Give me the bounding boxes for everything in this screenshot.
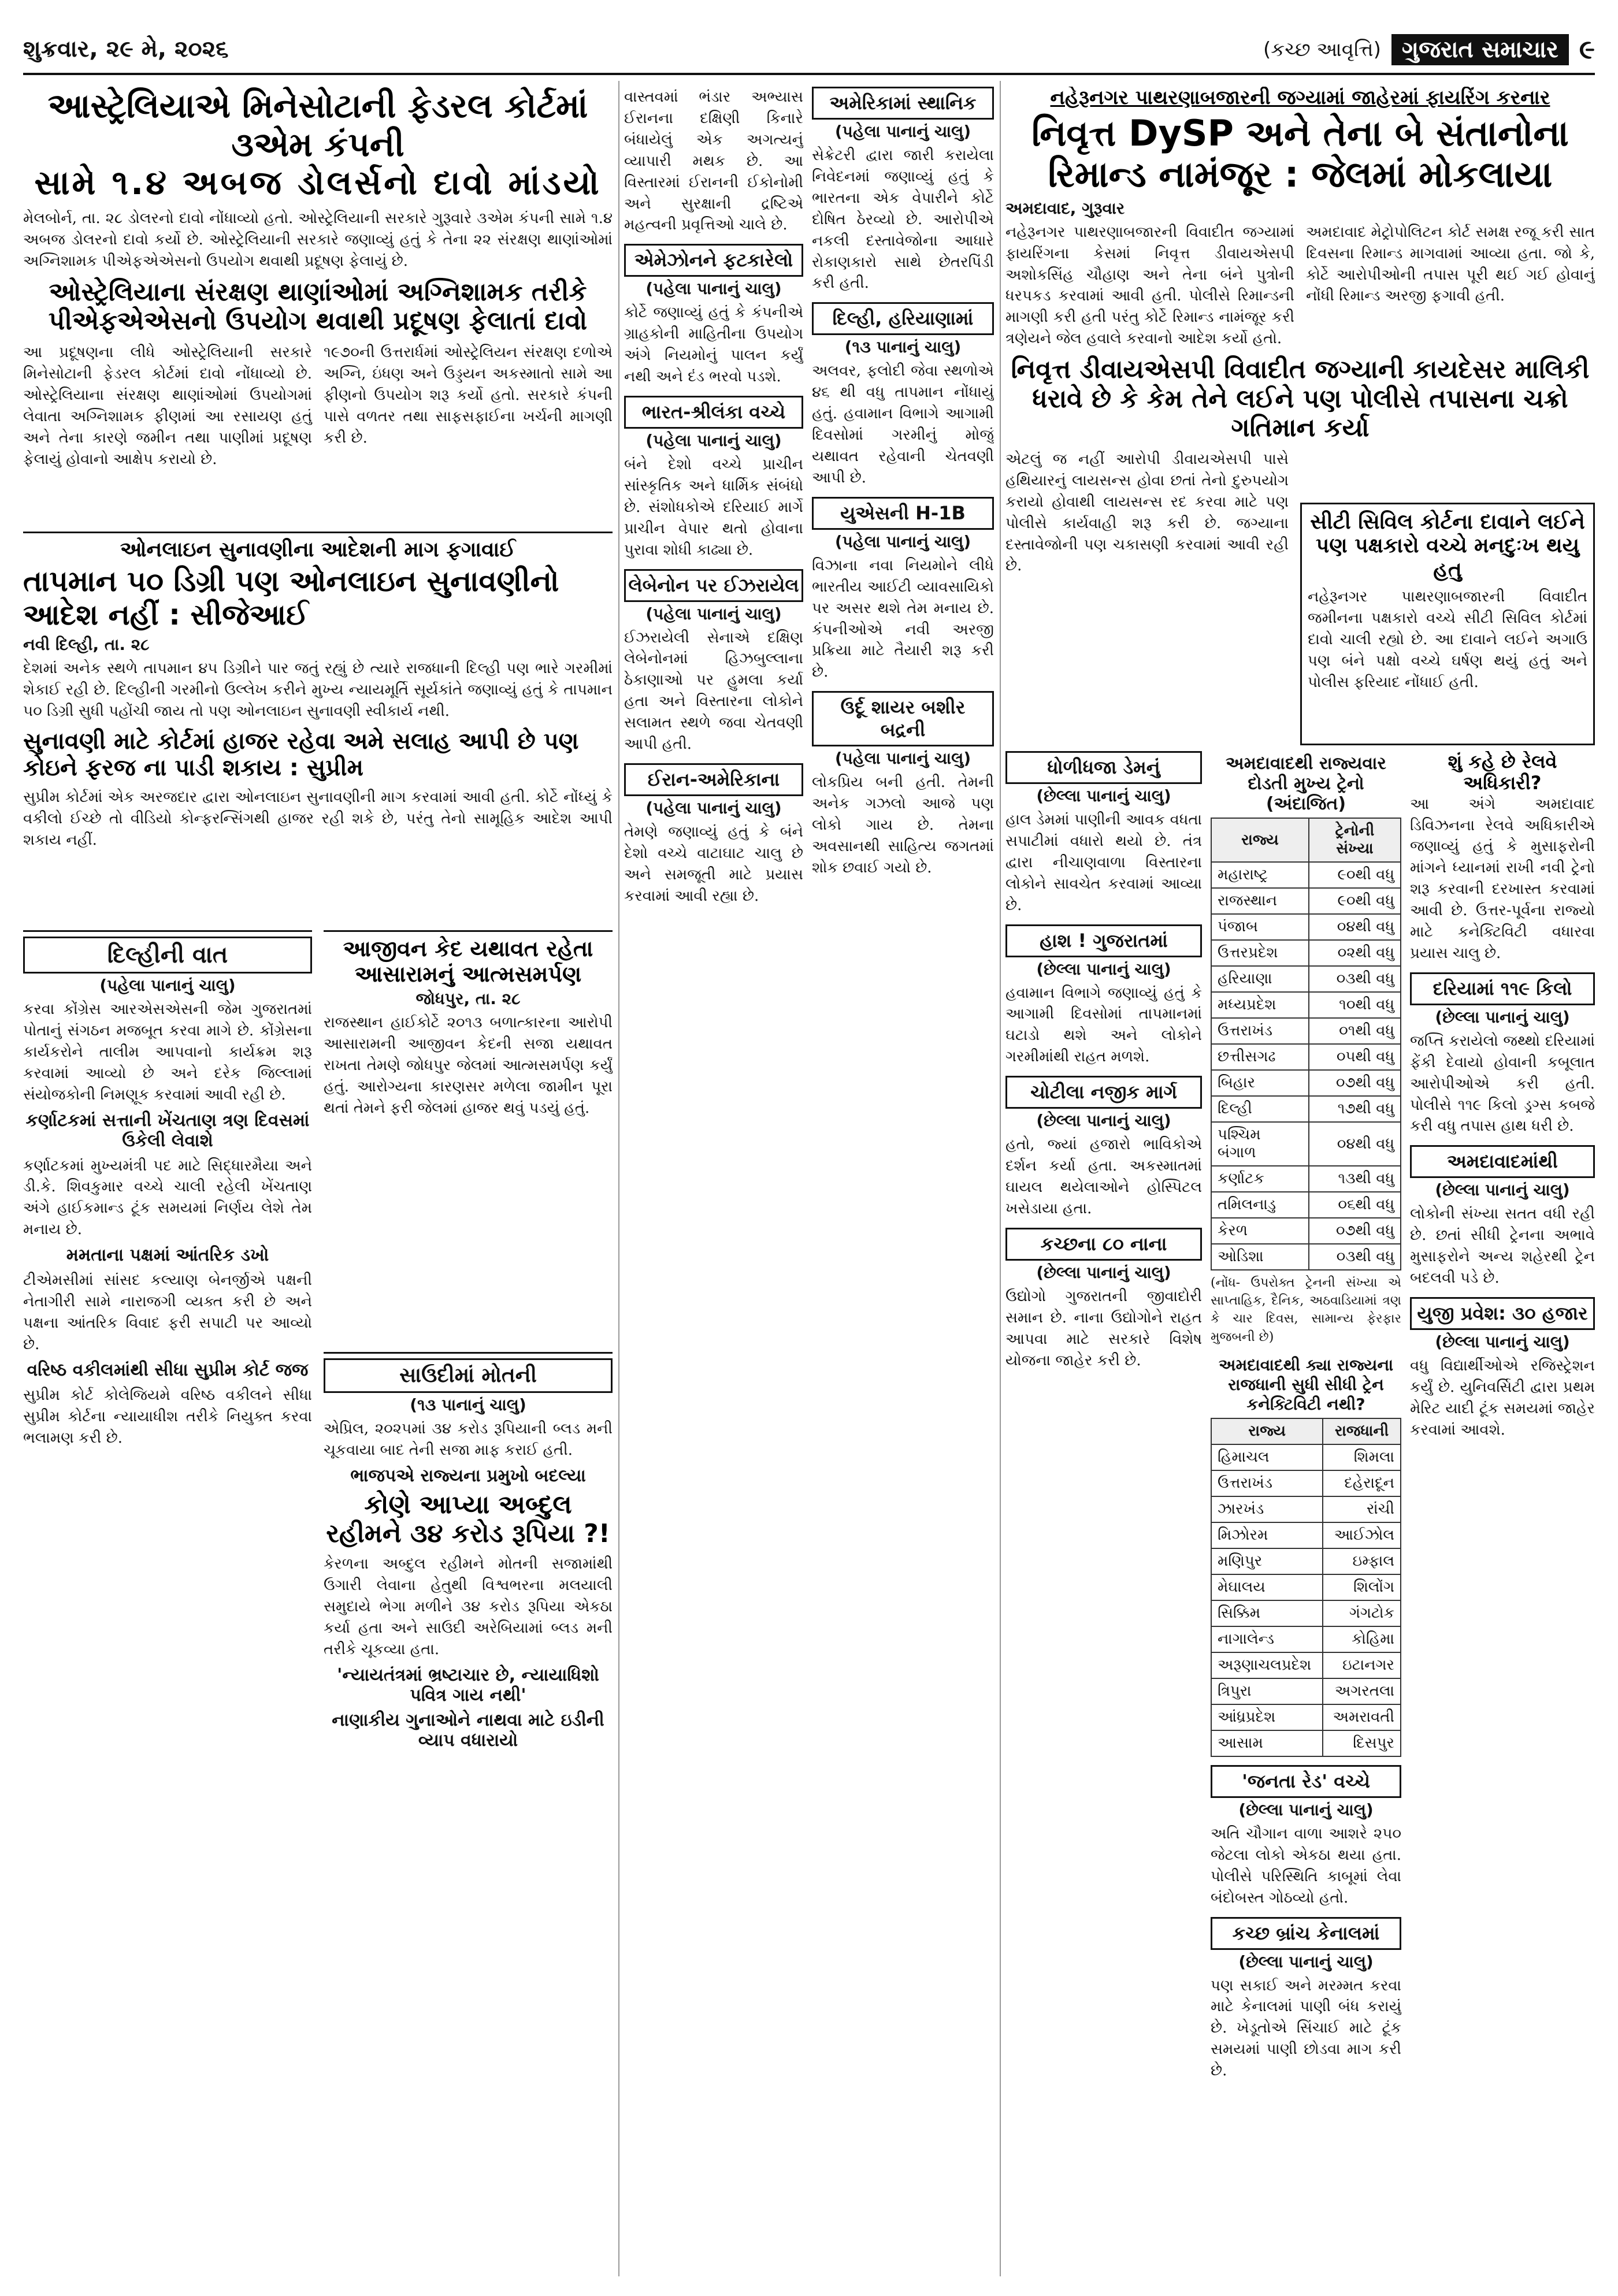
body-haash: હવામાન વિભાગે જણાવ્યું હતું કે આગામી દિવસોમાં તાપમાનમાં ઘટાડો થશે અને લોકોને ગરમીમાંથી રાહત મળશે. xyxy=(1005,984,1202,1066)
table-cell-value: ૦૨થી વધુ xyxy=(1309,940,1401,966)
headline-abdul-rahim: કોણે આપ્યા અબ્દુલ રહીમને ૩૪ કરોડ રૂપિયા ?! xyxy=(326,1489,610,1549)
kicker-online: ઓનલાઇન સુનાવણીના આદેશની માગ ફગાવાઈ xyxy=(120,538,516,562)
cont-yuji: (છેલ્લા પાનાનું ચાલુ) xyxy=(1435,1332,1570,1351)
table-cell-state: આસામ xyxy=(1211,1730,1323,1756)
cont-bharat: (પહેલા પાનાનું ચાલુ) xyxy=(645,430,782,450)
table-cell-value: ૦૪થી વધુ xyxy=(1309,914,1401,940)
table-cell-value: ૧૩થી વધુ xyxy=(1309,1166,1401,1192)
table-row xyxy=(1211,1244,1401,1270)
title-delhi-haryana: દિલ્હી, હરિયાણામાં xyxy=(812,302,994,335)
title-amdavad: અમદાવાદમાંથી xyxy=(1410,1145,1595,1178)
title-bharat-srilanka: ભારત-શ્રીલંકા વચ્ચે xyxy=(624,396,803,429)
column-5 xyxy=(1005,751,1202,2276)
table-row xyxy=(1211,888,1401,914)
table-cell-value: ૦૧થી વધુ xyxy=(1309,1018,1401,1044)
table-cell-value: શિમલા xyxy=(1323,1444,1401,1470)
page-number: ૯ xyxy=(1579,34,1595,65)
table-cell-state: ઉત્તરાખંડ xyxy=(1211,1018,1309,1044)
table-row xyxy=(1211,1444,1401,1470)
cross-judiciary: 'ન્યાયતંત્રમાં ભ્રષ્ટાચાર છે, ન્યાયાધિશો પવિત્ર ગાય નથી' xyxy=(337,1665,599,1706)
cont-lebanon: (પહેલા પાનાનું ચાલુ) xyxy=(645,604,782,623)
cont-canal: (છેલ્લા પાનાનું ચાલુ) xyxy=(1238,1952,1374,1971)
table-cell-value: ૦૭થી વધુ xyxy=(1309,1070,1401,1096)
cross-ed: નાણાકીય ગુનાઓને નાથવા માટે ઇડીની વ્યાપ વધારાયો xyxy=(332,1710,604,1751)
table-cell-value: ૧૦થી વધુ xyxy=(1309,992,1401,1018)
table-cell-state: દિલ્હી xyxy=(1211,1096,1309,1122)
table-row xyxy=(1211,1044,1401,1070)
cont-urdu: (પહેલા પાનાનું ચાલુ) xyxy=(834,749,971,768)
body-janta: અતિ ચૌગાન વાળા આશરે ૨૫૦ જેટલા લોકો એકઠા થયા હતા. પોલીસે પરિસ્થિતિ કાબૂમાં લેવા બંદોબસ્ત ગોઠવ્યો હતો. xyxy=(1211,1825,1401,1907)
table-cell-state: મેઘાલય xyxy=(1211,1574,1323,1600)
table-cell-state: નાગાલેન્ડ xyxy=(1211,1626,1323,1652)
column-3 xyxy=(624,87,803,2276)
body-delhi-vaat: કરવા કોંગ્રેસ આરએસએસની જેમ ગુજરાતમાં પોતાનું સંગઠન મજબૂત કરવા માગે છે. કોંગ્રેસના કાર્યકરોને તાલીમ આપવાનો કાર્યક્રમ શરૂ કરવામાં આવ્યો છે અને દરેક જિલ્લામાં સંયોજકોની નિમણૂક કરવામાં આવી રહી છે. xyxy=(23,1001,312,1104)
table-cell-state: ત્રિપુરા xyxy=(1211,1678,1323,1704)
table-header: રાજધાની xyxy=(1323,1418,1401,1444)
column-rule xyxy=(1000,81,1001,2276)
table-cell-value: શિલોંગ xyxy=(1323,1574,1401,1600)
table-row xyxy=(1211,1522,1401,1548)
cont-saudi: (૧૩ પાનાનું ચાલુ) xyxy=(410,1395,526,1414)
body-kutch: ઉદ્યોગો ગુજરાતની જીવાદોરી સમાન છે. નાના ઉદ્યોગોને રાહત આપવા માટે સરકારે વિશેષ યોજના જાહેર કરી છે. xyxy=(1005,1287,1202,1369)
title-iran-america: ઈરાન-અમેરિકાના xyxy=(624,763,803,796)
title-yuji: યુજી પ્રવેશ: ૩૦ હજાર xyxy=(1410,1297,1595,1330)
table-cell-state: મહારાષ્ટ્ર xyxy=(1211,862,1309,888)
story-australia xyxy=(23,87,613,526)
cont-janta: (છેલ્લા પાનાનું ચાલુ) xyxy=(1238,1800,1374,1819)
body-chotila: હતો, જ્યાં હજારો ભાવિકોએ દર્શન કર્યા હતા. અકસ્માતમાં ઘાયલ થયેલાઓને હોસ્પિટલ ખસેડાયા હતા. xyxy=(1005,1136,1202,1217)
table-row xyxy=(1211,1600,1401,1626)
table-cell-state: ઝારખંડ xyxy=(1211,1496,1323,1522)
cont-amazon: (પહેલા પાનાનું ચાલુ) xyxy=(645,279,782,299)
story-saudi xyxy=(324,1352,613,2276)
table-cell-state: તમિલનાડુ xyxy=(1211,1192,1309,1218)
title-dholi-dam: ધોળીધજા ડેમનું xyxy=(1005,751,1202,784)
story-aajivan xyxy=(324,930,613,1346)
col3-top: વાસ્તવમાં ભંડાર અભ્યાસ ઈરાનના દક્ષિણી કિનારે બંધાયેલું એક અગત્યનું વ્યાપારી મથક છે. આ વિસ્તારમાં ઈરાનની ઈકોનોમી અને સુરક્ષાની દ્રષ્ટિએ મહત્વની પ્રવૃત્તિઓ ચાલે છે. xyxy=(624,88,803,234)
table-row xyxy=(1211,1548,1401,1574)
table-cell-state: અરૂણાચલપ્રદેશ xyxy=(1211,1652,1323,1678)
table-row xyxy=(1211,1574,1401,1600)
cont-iran: (પહેલા પાનાનું ચાલુ) xyxy=(645,798,782,818)
body-america: સેક્રેટરી દ્વારા જારી કરાયેલા નિવેદનમાં જણાવ્યું હતું કે ભારતના એક વેપારીને કોર્ટે દોષિત ઠેરવ્યો છે. આરોપીએ નકલી દસ્તાવેજોના આધારે રોકાણકારો સાથે છેતરપિંડી કરી હતી. xyxy=(812,147,994,292)
headline-online: તાપમાન ૫૦ ડિગ્રી પણ ઓનલાઇન સુનાવણીનો આદેશ નહીં : સીજેઆઈ xyxy=(23,564,559,631)
edition-label: (કચ્છ આવૃત્તિ) xyxy=(1263,38,1381,61)
table-row xyxy=(1211,1652,1401,1678)
headline-australia-2: સામે ૧.૪ અબજ ડોલર્સનો દાવો માંડયો xyxy=(34,163,602,203)
body-h1b: વિઝાના નવા નિયમોને લીધે ભારતીય આઈટી વ્યાવસાયિકો પર અસર થશે તેમ મનાય છે. કંપનીઓએ નવી અરજી પ્રક્રિયા માટે તૈયારી શરૂ કરી છે. xyxy=(812,556,994,681)
table-cell-state: મિઝોરમ xyxy=(1211,1522,1323,1548)
body-lebanon: ઈઝરાયેલી સેનાએ દક્ષિણ લેબેનોનમાં હિઝબુલ્લાના ઠેકાણાઓ પર હુમલા કર્યા હતા અને વિસ્તારના લોકોને સલામત સ્થળે જવા ચેતવણી આપી હતી. xyxy=(624,629,803,753)
body-dariya: જપ્તિ કરાયેલો જથ્થો દરિયામાં ફેંકી દેવાયો હોવાની કબૂલાત આરોપીઓએ કરી હતી. પોલીસે ૧૧૯ કિલો ડ્રગ્સ કબજે કરી વધુ તપાસ હાથ ધરી છે. xyxy=(1410,1032,1595,1135)
table-cell-state: આંધ્રપ્રદેશ xyxy=(1211,1704,1323,1730)
kicker-bjp: ભાજપએ રાજ્યના પ્રમુખો બદલ્યા xyxy=(350,1465,586,1486)
headline-dysp: નિવૃત્ત DySP અને તેના બે સંતાનોના રિમાન્ડ નામંજૂર : જેલમાં મોકલાયા xyxy=(1031,112,1569,196)
cont-kutch: (છેલ્લા પાનાનું ચાલુ) xyxy=(1036,1262,1171,1282)
body-urdu: લોકપ્રિય બની હતી. તેમની અનેક ગઝલો આજે પણ લોકો ગાય છે. તેમના અવસાનથી સાહિત્ય જગતમાં શોક છવાઈ ગયો છે. xyxy=(812,774,994,876)
cont-delhi: (૧૩ પાનાનું ચાલુ) xyxy=(844,337,962,357)
table-cell-value: ૯૦થી વધુ xyxy=(1309,862,1401,888)
table-row xyxy=(1211,1096,1401,1122)
dateline-dysp: અમદાવાદ, ગુરૂવાર xyxy=(1005,198,1125,218)
column-6 xyxy=(1211,751,1401,2276)
table-cell-value: ૦૭થી વધુ xyxy=(1309,1218,1401,1244)
headline-city-civil: સીટી સિવિલ કોર્ટના દાવાને લઈને પણ પક્ષકારો વચ્ચે મનદુઃખ થયુ હતુ xyxy=(1310,510,1585,582)
table-cell-state: છત્તીસગઢ xyxy=(1211,1044,1309,1070)
body-city-civil: નહેરૂનગર પાથરણાબજારની વિવાદીત જમીનના પક્ષકારો વચ્ચે સીટી સિવિલ કોર્ટમાં દાવો ચાલી રહ્યો છે. આ દાવાને લઈને અગાઉ પણ બંને પક્ષો વચ્ચે ઘર્ષણ થયું હતું અને પોલીસ ફરિયાદ નોંધાઈ હતી. xyxy=(1308,588,1587,691)
masthead-right xyxy=(1263,34,1595,66)
table-cell-value: ૦૩થી વધુ xyxy=(1309,1244,1401,1270)
title-dariya: દરિયામાં ૧૧૯ કિલો xyxy=(1410,972,1595,1005)
body-dholi: હાલ ડેમમાં પાણીની આવક વધતા સપાટીમાં વધારો થયો છે. તંત્ર દ્વારા નીચાણવાળા વિસ્તારના લોકોને સાવચેત કરવામાં આવ્યા છે. xyxy=(1005,811,1202,914)
table-header: રાજ્ય xyxy=(1211,1418,1323,1444)
table-cell-value: ગંગટોક xyxy=(1323,1600,1401,1626)
table-row xyxy=(1211,1166,1401,1192)
body-saudi: એપ્રિલ, ૨૦૨૫માં ૩૪ કરોડ રૂપિયાની બ્લડ મની ચૂકવાયા બાદ તેની સજા માફ કરાઈ હતી. xyxy=(324,1420,613,1459)
headline-australia-1: આસ્ટ્રેલિયાએ મિનેસોટાની ફેડરલ કોર્ટમાં ૩એમ કંપની xyxy=(47,87,588,164)
subhead-dysp: નિવૃત્ત ડીવાયએસપી વિવાદીત જગ્યાની કાયદેસર માલિકી ધરાવે છે કે કેમ તેને લઈને પણ પોલીસે તપાસના ચક્રો ગતિમાન કર્યા xyxy=(1011,355,1590,443)
table1-title: અમદાવાદથી રાજ્યવાર દોડતી મુખ્ય ટ્રેનો (અંદાજિત) xyxy=(1226,753,1386,814)
table-row xyxy=(1211,1192,1401,1218)
table-cell-value: દહેરાદૂન xyxy=(1323,1470,1401,1496)
cont-haash: (છેલ્લા પાનાનું ચાલુ) xyxy=(1036,959,1171,979)
lead-australia: મેલબોર્ન, તા. ૨૮ ડોલરનો દાવો નોંધાવ્યો હતો. ઓસ્ટ્રેલિયાની સરકારે ગુરૂવારે ૩એમ કંપની સામે ૧.૪ અબજ ડોલરનો દાવો કર્યો છે. ઓસ્ટ્રેલિયાની સરકારે જણાવ્યું હતું કે તેના ૨૨ સંરક્ષણ થાણાંઓમાં અગ્નિશામક પીએફએએસનો ઉપયોગ થવાથી પ્રદૂષણ ફેલાયું છે. xyxy=(23,210,613,270)
body-online: દેશમાં અનેક સ્થળે તાપમાન ૪૫ ડિગ્રીને પાર જતું રહ્યું છે ત્યારે રાજધાની દિલ્હી પણ ભારે ગરમીમાં શેકાઈ રહી છે. દિલ્હીની ગરમીનો ઉલ્લેખ કરીને મુખ્ય ન્યાયમૂર્તિ સૂર્યકાંતે જણાવ્યું હતું કે તાપમાન ૫૦ ડિગ્રી સુધી પહોંચી જાય તો પણ ઓનલાઇન સુનાવણી સ્વીકાર્ય નથી. xyxy=(23,660,613,720)
table-cell-value: દિસપુર xyxy=(1323,1730,1401,1756)
table-cell-value: આઈઝોલ xyxy=(1323,1522,1401,1548)
table-cell-state: બિહાર xyxy=(1211,1070,1309,1096)
table-row xyxy=(1211,1070,1401,1096)
body-delhi-vaat-4: સુપ્રીમ કોર્ટ કોલેજિયમે વરિષ્ઠ વકીલને સીધા સુપ્રીમ કોર્ટના ન્યાયાધીશ તરીકે નિયુક્ત કરવા ભલામણ કરી છે. xyxy=(23,1386,312,1447)
table-cell-value: ઇમ્ફાલ xyxy=(1323,1548,1401,1574)
table-row xyxy=(1211,1730,1401,1756)
table-row xyxy=(1211,1626,1401,1652)
body-delhi: અલવર, ફલોદી જેવા સ્થળોએ ૪૬ થી વધુ તાપમાન નોંધાયું હતું. હવામાન વિભાગે આગામી દિવસોમાં ગરમીનું મોજું યથાવત રહેવાની ચેતવણી આપી છે. xyxy=(812,362,994,486)
table-row xyxy=(1211,914,1401,940)
cross-delhi-vaat-2: મમતાના પક્ષમાં આંતરિક ડખો xyxy=(66,1245,269,1266)
title-kutch-small: કચ્છના ૮૦ નાના xyxy=(1005,1228,1202,1261)
table-cell-state: પશ્ચિમ બંગાળ xyxy=(1211,1122,1309,1166)
box-city-civil xyxy=(1300,503,1595,745)
story-delhi-vaat xyxy=(23,930,312,2276)
table-cell-state: હિમાચલ xyxy=(1211,1444,1323,1470)
table-cell-value: રાંચી xyxy=(1323,1496,1401,1522)
table-header: ટ્રેનોની સંખ્યા xyxy=(1309,818,1401,862)
table-header: રાજ્ય xyxy=(1211,818,1309,862)
story-online-hearing xyxy=(23,532,613,924)
table-row xyxy=(1211,1704,1401,1730)
column-rule xyxy=(618,81,619,2276)
title-lebanon: લેબેનોન પર ઈઝરાયેલ xyxy=(624,569,803,602)
table-cell-state: રાજસ્થાન xyxy=(1211,888,1309,914)
body-dysp-1: નહેરૂનગર પાથરણાબજારની વિવાદીત જગ્યામાં ફાયરિંગના કેસમાં નિવૃત્ત ડીવાયએસપી અશોકસિંહ ચૌહાણ અને તેના બંને પુત્રોની ધરપકડ કરવામાં આવી હતી. પોલીસે રિમાન્ડની માગણી કરી હતી પરંતુ કોર્ટે રિમાન્ડ નામંજૂર કરી ત્રણેયને જેલ હવાલે કરવાનો આદેશ કર્યો હતો. xyxy=(1005,223,1294,348)
title-chotila: ચોટીલા નજીક માર્ગ xyxy=(1005,1076,1202,1109)
table-cell-value: ૦૫થી વધુ xyxy=(1309,1044,1401,1070)
table-cell-value: અમરાવતી xyxy=(1323,1704,1401,1730)
table-row xyxy=(1211,1470,1401,1496)
table-cell-value: ૦૩થી વધુ xyxy=(1309,966,1401,992)
title-railway-officer: શું કહે છે રેલવે અધિકારી? xyxy=(1448,751,1557,794)
dateline-aajivan: જોધપુર, તા. ૨૮ xyxy=(415,989,521,1009)
cont-dariya: (છેલ્લા પાનાનું ચાલુ) xyxy=(1435,1007,1570,1027)
body-delhi-vaat-2: કર્ણાટકમાં મુખ્યમંત્રી પદ માટે સિદ્ધારમૈયા અને ડી.કે. શિવકુમાર વચ્ચે ચાલી રહેલી ખેંચતાણ અંગે હાઈકમાન્ડ ટૂંક સમયમાં નિર્ણય લેશે તેમ મનાય છે. xyxy=(23,1157,312,1239)
body-australia-1: આ પ્રદૂષણના લીધે ઓસ્ટ્રેલિયાની સરકારે મિનેસોટાની ફેડરલ કોર્ટમાં દાવો નોંધાવ્યો છે. ઓસ્ટ્રેલિયાના સંરક્ષણ થાણાંઓમાં ઉપયોગમાં લેવાતા અગ્નિશામક ફીણમાં આ રસાયણ હતું અને તેના કારણે જમીન તથા પાણીમાં પ્રદૂષણ ફેલાયું હોવાનો આક્ષેપ કરાયો છે. xyxy=(23,343,312,468)
subhead-australia: ઓસ્ટ્રેલિયાના સંરક્ષણ થાણાંઓમાં અગ્નિશામક તરીકે પીએફએએસનો ઉપયોગ થવાથી પ્રદૂષણ ફેલાતાં દાવો xyxy=(48,277,588,336)
table-cell-state: કેરળ xyxy=(1211,1218,1309,1244)
body-dysp-2: અમદાવાદ મેટ્રોપોલિટન કોર્ટ સમક્ષ રજૂ કરી સાત દિવસના રિમાન્ડ માગવામાં આવ્યા હતા. જો કે, કોર્ટે આરોપીઓની તપાસ પૂરી થઈ ગઈ હોવાનું નોંધી રિમાન્ડ અરજી ફગાવી હતી. xyxy=(1306,223,1595,305)
body-amdavad: લોકોની સંખ્યા સતત વધી રહી છે. છતાં સીધી ટ્રેનના અભાવે મુસાફરોને અન્ય શહેરથી ટ્રેન બદલવી પડે છે. xyxy=(1410,1205,1595,1287)
table-cell-state: મણિપુર xyxy=(1211,1548,1323,1574)
table-cell-value: ઇટાનગર xyxy=(1323,1652,1401,1678)
cont-dholi: (છેલ્લા પાનાનું ચાલુ) xyxy=(1036,786,1171,805)
title-kutch-canal: કચ્છ બ્રાંચ કેનાલમાં xyxy=(1211,1917,1401,1950)
body-online-2: સુપ્રીમ કોર્ટમાં એક અરજદાર દ્વારા ઓનલાઇન સુનાવણીની માગ કરવામાં આવી હતી. કોર્ટે નોંધ્યું કે વકીલો ઈચ્છે તો વીડિયો કોન્ફરન્સિંગથી હાજર રહી શકે છે, પરંતુ તેનો સામૂહિક આદેશ આપી શકાય નહીં. xyxy=(23,789,613,849)
body-bharat: બંને દેશો વચ્ચે પ્રાચીન સાંસ્કૃતિક અને ધાર્મિક સંબંધો છે. સંશોધકોએ દરિયાઈ માર્ગે પ્રાચીન વેપાર થતો હોવાના પુરાવા શોધી કાઢ્યા છે. xyxy=(624,455,803,559)
body-iran: તેમણે જણાવ્યું હતું કે બંને દેશો વચ્ચે વાટાઘાટ ચાલુ છે અને સમજૂતી માટે પ્રયાસ કરવામાં આવી રહ્યા છે. xyxy=(624,823,803,905)
table-cell-state: સિક્કિમ xyxy=(1211,1600,1323,1626)
table-cell-value: કોહિમા xyxy=(1323,1626,1401,1652)
table-row xyxy=(1211,1122,1401,1166)
table-cell-state: પંજાબ xyxy=(1211,914,1309,940)
cont-delhi-vaat: (પહેલા પાનાનું ચાલુ) xyxy=(99,976,236,995)
cont-america: (પહેલા પાનાનું ચાલુ) xyxy=(834,122,971,141)
issue-date: શુક્રવાર, ૨૯ મે, ૨૦૨૬ xyxy=(23,36,229,62)
title-amazon: એમેઝોનને ફટકારેલો xyxy=(624,244,803,277)
cross-delhi-vaat-3: વરિષ્ઠ વકીલમાંથી સીધા સુપ્રીમ કોર્ટ જજ xyxy=(27,1359,309,1380)
capitals-table xyxy=(1211,1418,1401,1757)
table-row xyxy=(1211,966,1401,992)
cont-chotila: (છેલ્લા પાનાનું ચાલુ) xyxy=(1036,1111,1171,1131)
table-row xyxy=(1211,940,1401,966)
table-cell-state: કર્ણાટક xyxy=(1211,1166,1309,1192)
table-row xyxy=(1211,1496,1401,1522)
body-dysp-3: એટલું જ નહીં આરોપી ડીવાયએસપી પાસે હથિયારનું લાયસન્સ હોવા છતાં તેનો દુરુપયોગ કરાયો હોવાથી લાયસન્સ રદ કરવા માટે પણ પોલીસે કાર્યવાહી શરૂ કરી છે. જગ્યાના દસ્તાવેજોની પણ ચકાસણી કરવામાં આવી રહી છે. xyxy=(1005,450,1289,575)
table-cell-state: મધ્યપ્રદેશ xyxy=(1211,992,1309,1018)
body-saudi-2: કેરળના અબ્દુલ રહીમને મોતની સજામાંથી ઉગારી લેવાના હેતુથી વિશ્વભરના મલયાલી સમુદાયે ભેગા મળીને ૩૪ કરોડ રૂપિયા એકઠા કર્યા હતા અને સાઉદી અરેબિયામાં બ્લડ મની તરીકે ચૂકવ્યા હતા. xyxy=(324,1555,613,1658)
title-urdu-shayar: ઉર્દૂ શાયર બશીર બદ્રની xyxy=(812,691,994,746)
cross-delhi-vaat-1: કર્ણાટકમાં સત્તાની ખેંચતાણ ત્રણ દિવસમાં ઉકેલી લેવાશે xyxy=(25,1110,310,1151)
table-cell-value: ૦૪થી વધુ xyxy=(1309,1122,1401,1166)
table-row xyxy=(1211,1218,1401,1244)
title-delhi-vaat: દિલ્હીની વાત xyxy=(23,937,312,974)
cont-amdavad: (છેલ્લા પાનાનું ચાલુ) xyxy=(1435,1180,1570,1200)
cont-h1b: (પહેલા પાનાનું ચાલુ) xyxy=(834,532,971,551)
trains-table xyxy=(1211,818,1401,1270)
paper-name: ગુજરાત સમાચાર xyxy=(1391,34,1569,65)
table2-title: અમદાવાદથી ક્યા રાજ્યના રાજધાની સુધી સીધી ટ્રેન કનેક્ટિવિટી નથી? xyxy=(1218,1355,1394,1414)
table-row xyxy=(1211,862,1401,888)
title-janta-raid: 'જનતા રેડ' વચ્ચે xyxy=(1211,1765,1401,1798)
headline-aajivan: આજીવન કેદ યથાવત રહેતા આસારામનું આત્મસમર્પણ xyxy=(343,936,593,987)
table-cell-value: ૯૦થી વધુ xyxy=(1309,888,1401,914)
table-cell-state: ઉત્તરપ્રદેશ xyxy=(1211,940,1309,966)
crosshead-online: સુનાવણી માટે કોર્ટમાં હાજર રહેવા અમે સલાહ આપી છે પણ કોઇને ફરજ ના પાડી શકાય : સુપ્રીમ xyxy=(23,728,579,782)
body-delhi-vaat-3: ટીએમસીમાં સાંસદ કલ્યાણ બેનર્જીએ પક્ષની નેતાગીરી સામે નારાજગી વ્યક્ત કરી છે અને પક્ષના આંતરિક વિવાદ ફરી સપાટી પર આવ્યો છે. xyxy=(23,1272,312,1353)
body-yuji: વધુ વિદ્યાર્થીઓએ રજિસ્ટ્રેશન કર્યું છે. યુનિવર્સિટી દ્વારા પ્રથમ મેરિટ યાદી ટૂંક સમયમાં જાહેર કરવામાં આવશે. xyxy=(1410,1357,1595,1439)
body-canal: પણ સકાઈ અને મરમ્મત કરવા માટે કેનાલમાં પાણી બંધ કરાયું છે. ખેડૂતોએ સિંચાઈ માટે ટૂંક સમયમાં પાણી છોડવા માગ કરી છે. xyxy=(1211,1977,1401,2080)
dateline-online: નવી દિલ્હી, તા. ૨૮ xyxy=(23,635,150,655)
table1-note: (નોંધ- ઉપરોક્ત ટ્રેનની સંખ્યા એ સાપ્તાહિક, દૈનિક, અઠવાડિયામાં ત્રણ કે ચાર દિવસ, સામાન્ય ફેરફાર મુજબની છે) xyxy=(1211,1276,1401,1344)
table-cell-state: ઓડિશા xyxy=(1211,1244,1309,1270)
table-cell-value: ૧૭થી વધુ xyxy=(1309,1096,1401,1122)
title-h1b: યુએસની H-1B xyxy=(812,497,994,530)
table-row xyxy=(1211,992,1401,1018)
title-saudi: સાઉદીમાં મોતની xyxy=(324,1358,613,1393)
table-cell-value: અગરતલા xyxy=(1323,1678,1401,1704)
body-railway-officer: આ અંગે અમદાવાદ ડિવિઝનના રેલવે અધિકારીએ જણાવ્યું હતું કે મુસાફરોની માંગને ધ્યાનમાં રાખી નવી ટ્રેનો શરૂ કરવાની દરખાસ્ત કરવામાં આવી છે. ઉત્તર-પૂર્વના રાજ્યો માટે કનેક્ટિવિટી વધારવા પ્રયાસ ચાલુ છે. xyxy=(1410,795,1595,962)
kicker-dysp: નહેરૂનગર પાથરણાબજારની જગ્યામાં જાહેરમાં ફાયરિંગ કરનાર xyxy=(1050,87,1550,109)
table-cell-state: હરિયાણા xyxy=(1211,966,1309,992)
body-aajivan: રાજસ્થાન હાઈકોર્ટે ૨૦૧૩ બળાત્કારના આરોપી આસારામની આજીવન કેદની સજા યથાવત રાખતા તેમણે જોધપુર જેલમાં આત્મસમર્પણ કર્યું હતું. આરોગ્યના કારણસર મળેલા જામીન પૂરા થતાં તેમને ફરી જેલમાં હાજર થવું પડયું હતું. xyxy=(324,1014,613,1117)
table-row xyxy=(1211,1678,1401,1704)
table-cell-value: ૦૬થી વધુ xyxy=(1309,1192,1401,1218)
title-haash: હાશ ! ગુજરાતમાં xyxy=(1005,924,1202,957)
title-america: અમેરિકામાં સ્થાનિક xyxy=(812,87,994,120)
column-4 xyxy=(812,87,994,2276)
body-amazon: કોર્ટે જણાવ્યું હતું કે કંપનીએ ગ્રાહકોની માહિતીના ઉપયોગ અંગે નિયમોનું પાલન કર્યું નથી અને દંડ ભરવો પડશે. xyxy=(624,304,803,386)
masthead xyxy=(23,23,1595,75)
column-7 xyxy=(1410,751,1595,2276)
table-cell-state: ઉત્તરાખંડ xyxy=(1211,1470,1323,1496)
table-row xyxy=(1211,1018,1401,1044)
body-australia-2: ૧૯૭૦ની ઉત્તરાર્ધમાં ઓસ્ટ્રેલિયન સંરક્ષણ દળોએ અગ્નિ, ઇંધણ અને ઉડ્ડયન અકસ્માતો સામે આ ફીણનો ઉપયોગ શરૂ કર્યો હતો. સરકારે કંપની પાસે વળતર તથા સાફસફાઈના ખર્ચની માગણી કરી છે. xyxy=(324,343,613,447)
